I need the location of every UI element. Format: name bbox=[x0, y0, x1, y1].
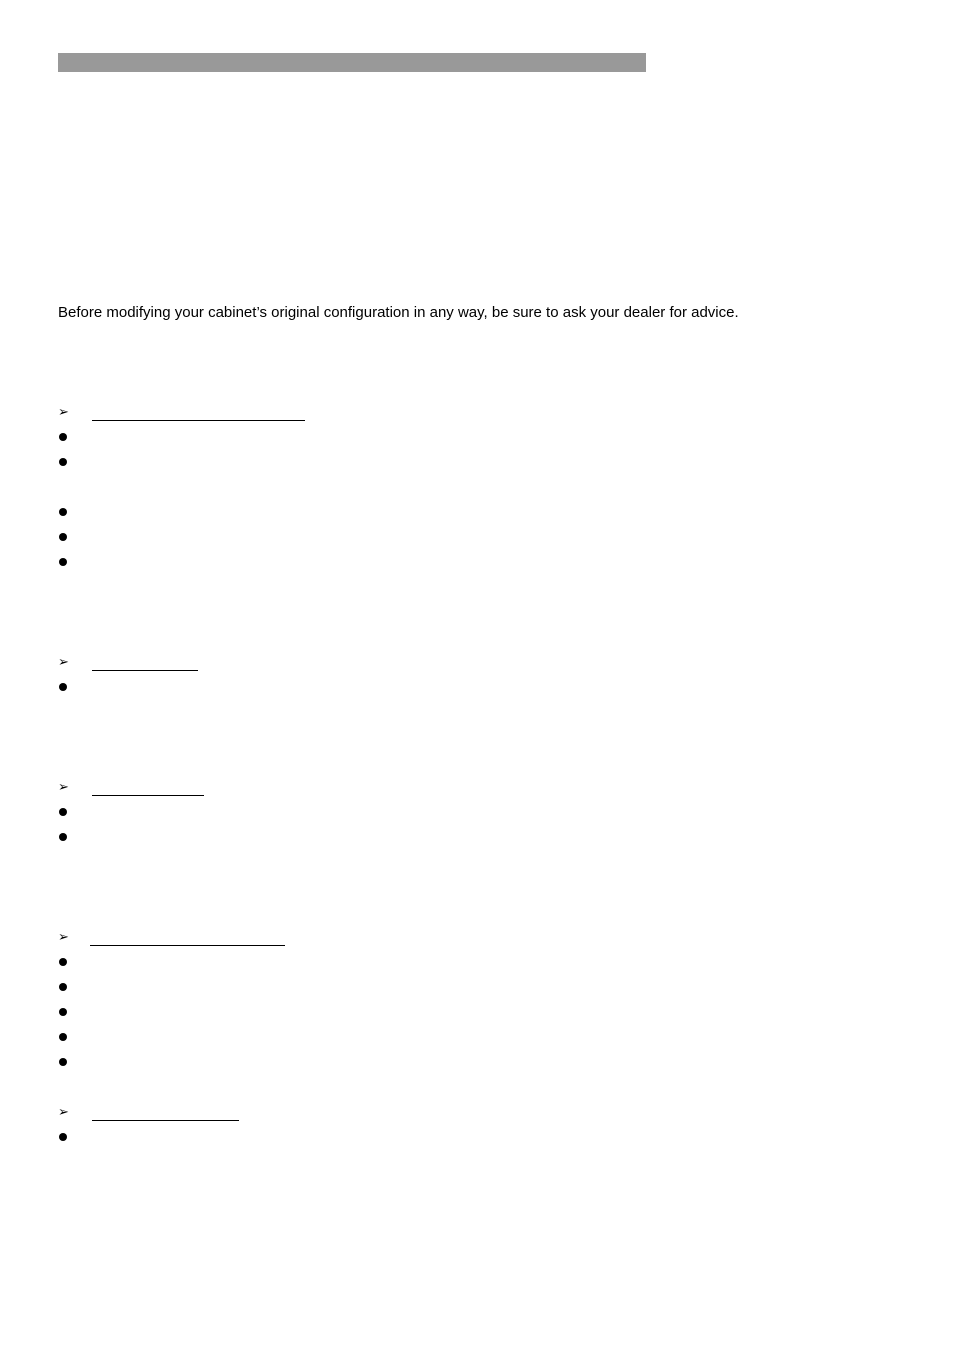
section-arrow-icon: ➢ bbox=[58, 404, 69, 419]
section-header-bar bbox=[58, 53, 646, 72]
section-arrow-icon: ➢ bbox=[58, 1104, 69, 1119]
section-arrow-icon: ➢ bbox=[58, 654, 69, 669]
section-heading-underline bbox=[92, 1120, 239, 1121]
section-heading-underline bbox=[92, 795, 204, 796]
bullet-icon bbox=[59, 558, 67, 566]
section-heading-underline bbox=[92, 420, 305, 421]
section-arrow-icon: ➢ bbox=[58, 929, 69, 944]
bullet-icon bbox=[59, 1058, 67, 1066]
bullet-icon bbox=[59, 1008, 67, 1016]
section-heading-underline bbox=[90, 945, 285, 946]
bullet-icon bbox=[59, 1033, 67, 1041]
intro-paragraph: Before modifying your cabinet’s original configuration in any way, be sure to ask your dealer for advice. bbox=[58, 304, 739, 321]
bullet-icon bbox=[59, 833, 67, 841]
bullet-icon bbox=[59, 533, 67, 541]
section-heading-underline bbox=[92, 670, 198, 671]
bullet-icon bbox=[59, 458, 67, 466]
bullet-icon bbox=[59, 808, 67, 816]
bullet-icon bbox=[59, 1133, 67, 1141]
section-arrow-icon: ➢ bbox=[58, 779, 69, 794]
bullet-icon bbox=[59, 508, 67, 516]
bullet-icon bbox=[59, 958, 67, 966]
bullet-icon bbox=[59, 683, 67, 691]
bullet-icon bbox=[59, 433, 67, 441]
bullet-icon bbox=[59, 983, 67, 991]
